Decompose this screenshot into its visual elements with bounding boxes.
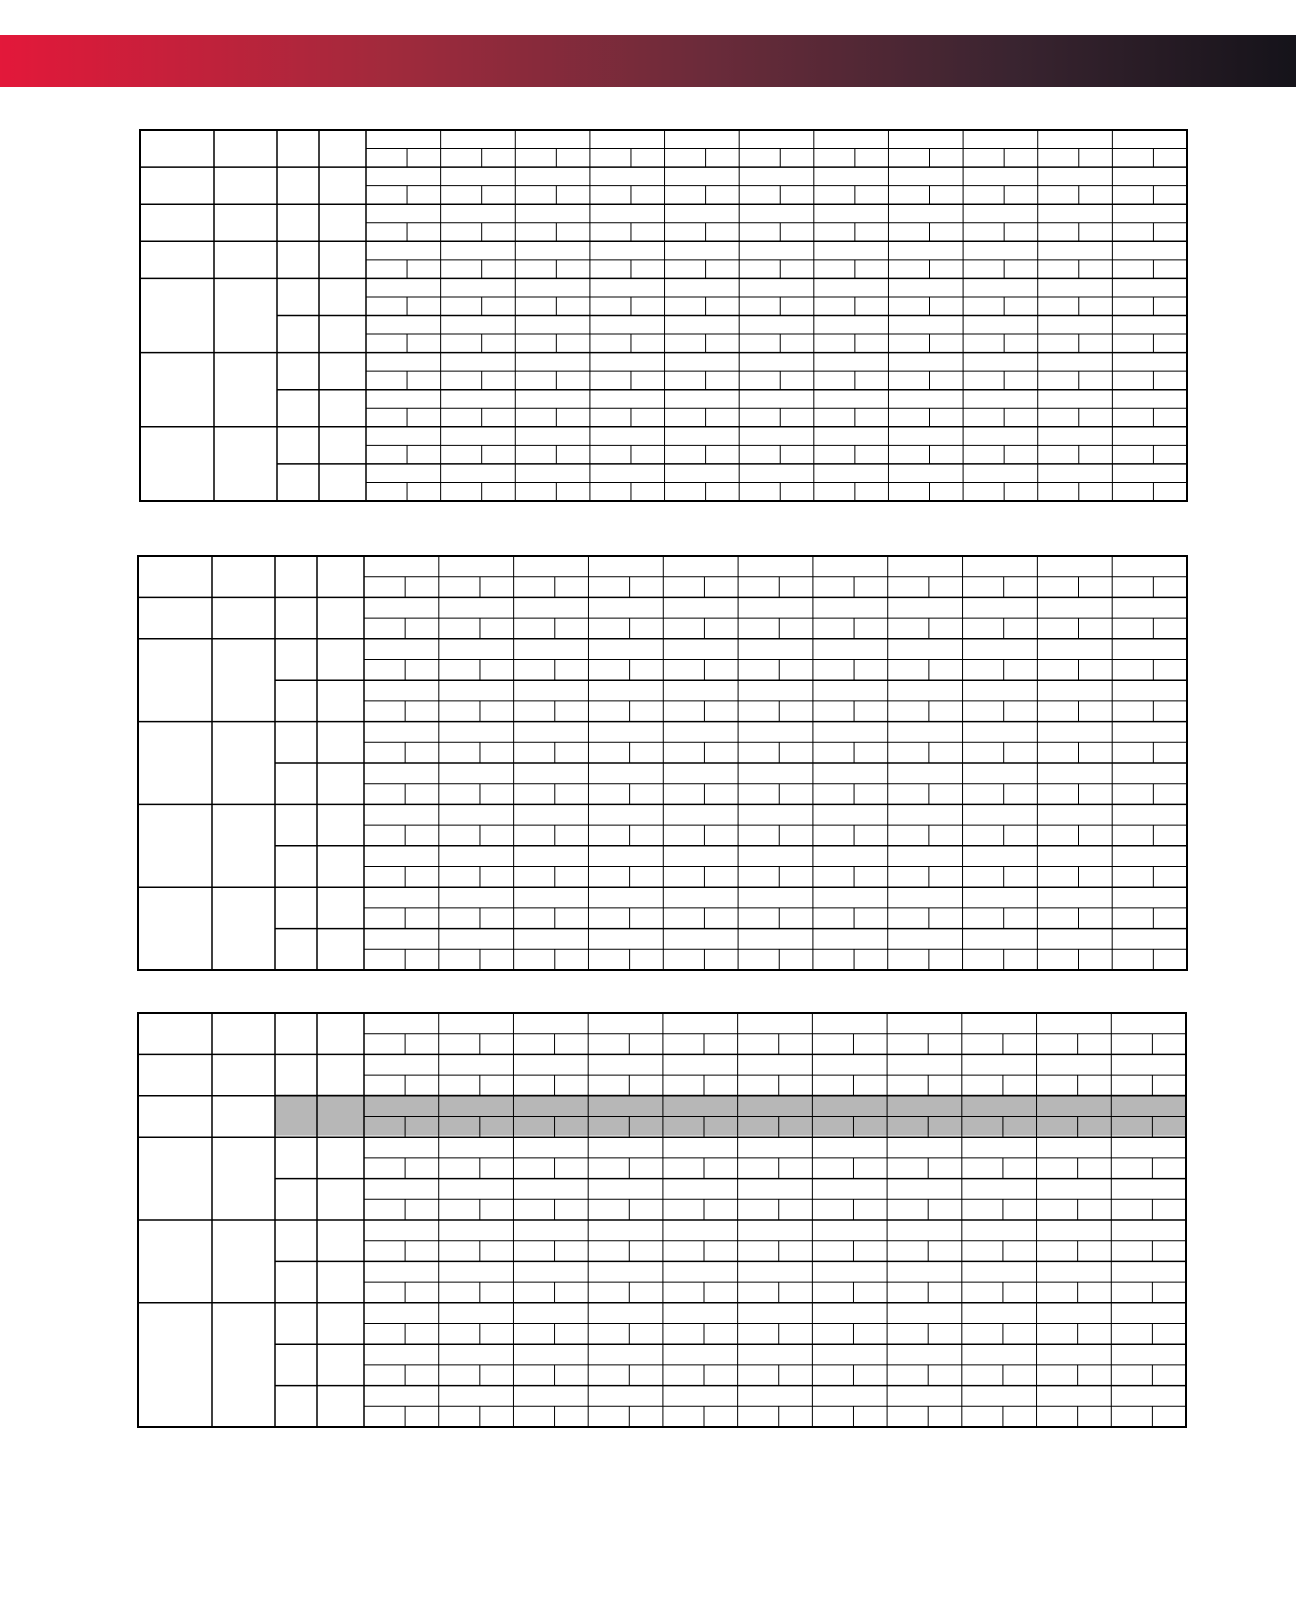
grid-table-3 xyxy=(138,1013,1186,1427)
grid-table-2 xyxy=(138,556,1187,970)
grid-table-1 xyxy=(140,130,1187,501)
table-2-svg xyxy=(138,556,1187,970)
table-3-svg xyxy=(138,1013,1186,1427)
table-1-svg xyxy=(140,130,1187,501)
header-gradient-bar xyxy=(0,35,1296,87)
